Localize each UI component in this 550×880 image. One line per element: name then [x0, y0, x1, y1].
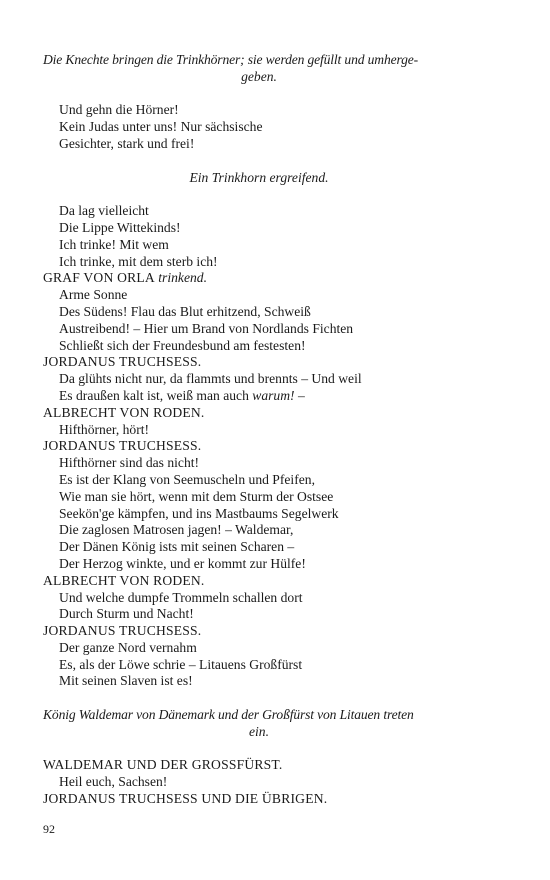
speaker-name: ALBRECHT VON RODEN.	[43, 404, 205, 420]
verse-line: Kein Judas unter uns! Nur sächsische	[59, 119, 263, 135]
verse-line: Ich trinke! Mit wem	[59, 236, 169, 252]
page-number: 92	[43, 822, 55, 836]
verse-line: Austreibend! – Hier um Brand von Nordlands Fichten	[59, 320, 354, 336]
verse-line: Und gehn die Hörner!	[59, 102, 179, 118]
verse-text: Es draußen kalt ist, weiß man auch	[59, 387, 253, 403]
verse-line: Es ist der Klang von Seemuscheln und Pfeifen,	[59, 471, 315, 487]
verse-line: Wie man sie hört, wenn mit dem Sturm der Ostsee	[59, 488, 334, 504]
verse-line	[43, 388, 475, 405]
verse-line: Ich trinke, mit dem sterb ich!	[59, 253, 218, 269]
verse-line: Da lag vielleicht	[59, 203, 149, 219]
verse-line: Des Südens! Flau das Blut erhitzend, Schweiß	[59, 303, 311, 319]
verse-line: Es, als der Löwe schrie – Litauens Großfürst	[59, 656, 303, 672]
verse-line: Seekön'ge kämpfen, und ins Mastbaums Segelwerk	[59, 505, 339, 521]
speaker-name: JORDANUS TRUCHSESS.	[43, 623, 202, 639]
speaker-name: WALDEMAR UND DER GROSSFÜRST.	[43, 757, 283, 773]
verse-line: Die zaglosen Matrosen jagen! – Waldemar,	[59, 522, 294, 538]
stage-direction: Ein Trinkhorn ergreifend.	[189, 169, 329, 185]
verse-line: Schließt sich der Freundesbund am festesten!	[59, 337, 306, 353]
spacer	[43, 186, 475, 203]
verse-line: Durch Sturm und Nacht!	[59, 606, 194, 622]
spacer	[43, 86, 475, 103]
spacer	[43, 153, 475, 170]
verse-line: Der Herzog winkte, und er kommt zur Hülfe!	[59, 555, 306, 571]
verse-line: Mit seinen Slaven ist es!	[59, 673, 193, 689]
speaker-direction: trinkend.	[158, 270, 207, 286]
speaker-name: GRAF VON ORLA	[43, 270, 155, 286]
speaker-name: ALBRECHT VON RODEN.	[43, 572, 205, 588]
verse-text: –	[294, 387, 305, 403]
verse-line: Hifthörner sind das nicht!	[59, 455, 200, 471]
speaker-name: JORDANUS TRUCHSESS UND DIE ÜBRIGEN.	[43, 791, 328, 807]
stage-direction: ein.	[248, 723, 269, 739]
speaker-name: JORDANUS TRUCHSESS.	[43, 438, 202, 454]
verse-line: Der Dänen König ists mit seinen Scharen –	[59, 539, 295, 555]
stage-direction: Die Knechte bringen die Trinkhörner; sie werden gefüllt und umherge-	[43, 52, 419, 67]
verse-line: Und welche dumpfe Trommeln schallen dort	[59, 589, 303, 605]
verse-line: Die Lippe Wittekinds!	[59, 219, 181, 235]
verse-line: Da glühts nicht nur, da flammts und brennts – Und weil	[59, 371, 362, 387]
verse-line: Hifthörner, hört!	[59, 421, 150, 437]
play-text	[43, 52, 475, 808]
verse-line: Arme Sonne	[59, 287, 128, 303]
emphasis-text: warum!	[252, 387, 295, 403]
verse-line: Heil euch, Sachsen!	[59, 774, 168, 790]
spacer	[43, 741, 475, 758]
spacer	[43, 690, 475, 707]
verse-line: Der ganze Nord vernahm	[59, 639, 197, 655]
speaker-heading	[43, 270, 475, 287]
verse-line: Gesichter, stark und frei!	[59, 135, 195, 151]
speaker-name: JORDANUS TRUCHSESS.	[43, 354, 202, 370]
stage-direction: geben.	[241, 68, 277, 84]
stage-direction: König Waldemar von Dänemark und der Großfürst von Litauen treten	[43, 707, 414, 723]
